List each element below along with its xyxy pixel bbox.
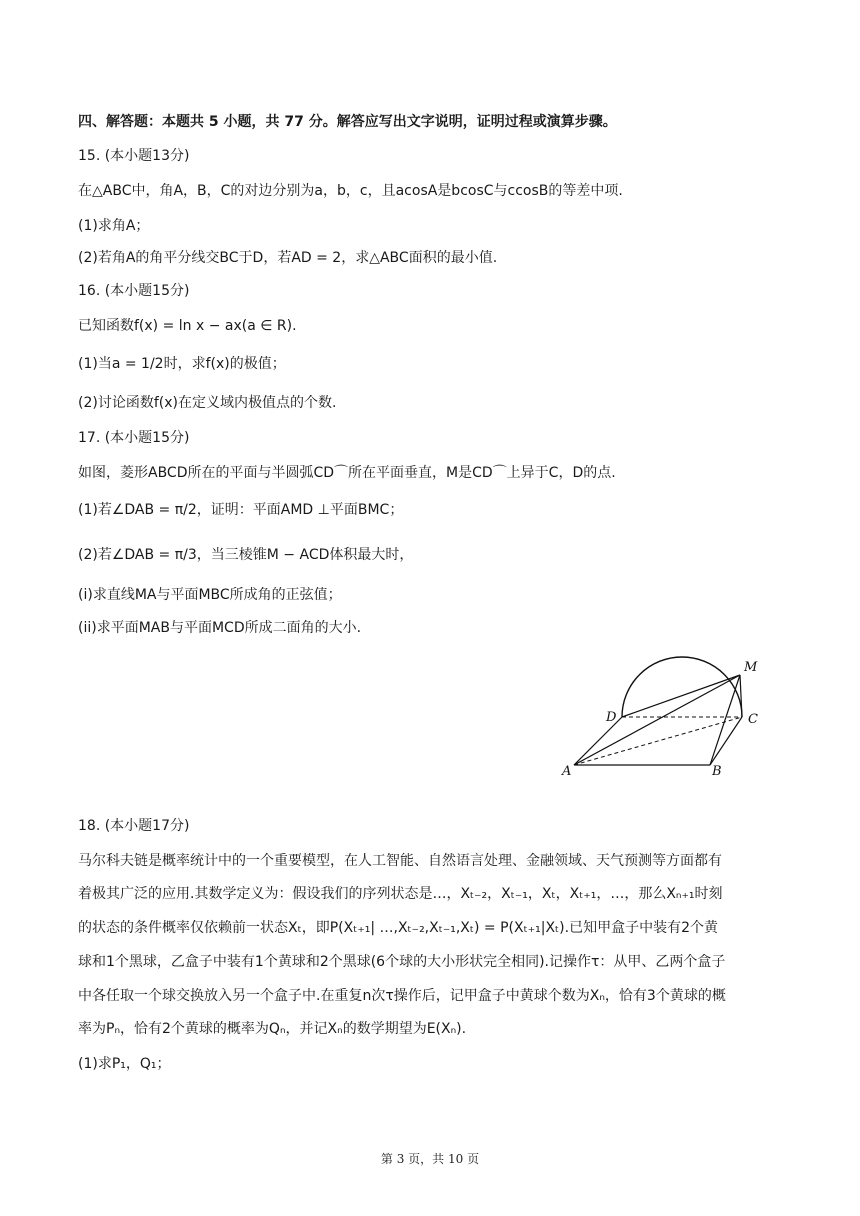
q18-line-1: 马尔科夫链是概率统计中的一个重要模型，在人工智能、自然语言处理、金融领域、天气预测等方面都有 xyxy=(78,853,722,869)
page-footer: 第 3 页，共 10 页 xyxy=(380,1152,480,1166)
q17-part1: (1)若∠DAB = π/2，证明：平面AMD ⊥平面BMC； xyxy=(78,502,404,518)
q15-part2: (2)若角A的角平分线交BC于D，若AD = 2，求△ABC面积的最小值. xyxy=(78,250,498,266)
q17-title: 17. (本小题15分) xyxy=(78,430,190,446)
q17-geometry-figure xyxy=(560,645,780,785)
label-a: A xyxy=(562,764,572,779)
q17-sub-i: (i)求直线MA与平面MBC所成角的正弦值； xyxy=(78,587,342,603)
edge-ac-hidden xyxy=(574,717,742,765)
label-c: C xyxy=(748,712,758,727)
q18-line-3: 的状态的条件概率仅依赖前一状态Xₜ，即P(Xₜ₊₁| …,Xₜ₋₂,Xₜ₋₁,Xₜ) = P(Xₜ₊₁|Xₜ).已知甲盒子中装有2个黄 xyxy=(78,920,718,936)
label-b: B xyxy=(712,764,722,779)
edge-bc xyxy=(710,717,742,765)
q18-title: 18. (本小题17分) xyxy=(78,818,190,834)
q16-stem: 已知函数f(x) = ln x − ax(a ∈ R). xyxy=(78,318,297,334)
q16-part1: (1)当a = 1/2时，求f(x)的极值； xyxy=(78,356,286,372)
label-d: D xyxy=(606,710,617,725)
q15-part1: (1)求角A； xyxy=(78,218,150,234)
q15-stem: 在△ABC中，角A，B，C的对边分别为a，b，c，且acosA是bcosC与ccosB的等差中项. xyxy=(78,183,623,199)
q18-line-5: 中各任取一个球交换放入另一个盒子中.在重复n次τ操作后，记甲盒子中黄球个数为Xₙ，恰有3个黄球的概 xyxy=(78,988,726,1004)
q17-part2: (2)若∠DAB = π/3，当三棱锥M − ACD体积最大时， xyxy=(78,547,414,563)
edge-mc xyxy=(740,675,742,717)
q18-line-6: 率为Pₙ，恰有2个黄球的概率为Qₙ，并记Xₙ的数学期望为E(Xₙ). xyxy=(78,1021,467,1037)
section-heading: 四、解答题：本题共 5 小题，共 77 分。解答应写出文字说明，证明过程或演算步骤。 xyxy=(78,114,617,130)
label-m: M xyxy=(744,660,758,675)
q15-title: 15. (本小题13分) xyxy=(78,148,190,164)
q16-title: 16. (本小题15分) xyxy=(78,283,190,299)
q18-line-4: 球和1个黑球，乙盒子中装有1个黄球和2个黑球(6个球的大小形状完全相同).记操作τ：从甲、乙两个盒子 xyxy=(78,954,726,970)
edge-md xyxy=(622,675,740,717)
semicircle-arc xyxy=(622,657,742,717)
q17-sub-ii: (ii)求平面MAB与平面MCD所成二面角的大小. xyxy=(78,620,362,636)
q18-part1: (1)求P₁，Q₁； xyxy=(78,1056,171,1072)
q17-stem: 如图，菱形ABCD所在的平面与半圆弧CD⌒所在平面垂直，M是CD⌒上异于C，D的点. xyxy=(78,465,616,481)
q18-line-2: 着极其广泛的应用.其数学定义为：假设我们的序列状态是…，Xₜ₋₂，Xₜ₋₁，Xₜ，Xₜ₊₁，…，那么Xₙ₊₁时刻 xyxy=(78,886,723,902)
q16-part2: (2)讨论函数f(x)在定义域内极值点的个数. xyxy=(78,395,337,411)
